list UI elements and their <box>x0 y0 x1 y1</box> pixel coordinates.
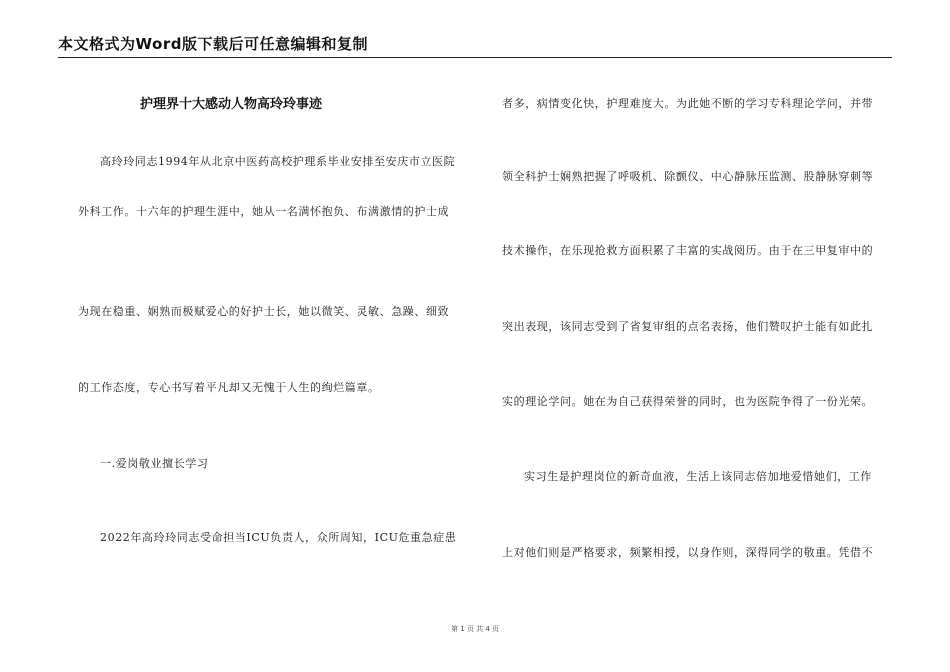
paragraph-line: 2022年高玲玲同志受命担当ICU负责人，众所周知，ICU危重急症患 <box>100 531 457 544</box>
paragraph-line: 技术操作，在乐现抢救方面积累了丰富的实战阅历。由于在三甲复审中的 <box>502 244 874 257</box>
paragraph-line: 上对他们则是严格要求，频繁相授，以身作则，深得同学的敬重。凭借不 <box>502 546 874 559</box>
document-banner: 本文格式为Word版下载后可任意编辑和复制 <box>58 35 368 53</box>
paragraph-line: 外科工作。十六年的护理生涯中，她从一名满怀抱负、布满激情的护士成 <box>78 205 450 218</box>
header-divider <box>58 57 892 58</box>
paragraph-line: 者多，病情变化快，护理难度大。为此她不断的学习专科理论学问，并带 <box>502 97 874 110</box>
page-number: 第 1 页 共 4 页 <box>450 625 500 633</box>
paragraph-line: 的工作态度，专心书写着平凡却又无愧于人生的绚烂篇章。 <box>78 381 380 394</box>
paragraph-line: 为现在稳重、娴熟而极赋爱心的好护士长，她以微笑、灵敏、急躁、细致 <box>78 305 450 318</box>
paragraph-line: 突出表现，该同志受到了省复审组的点名表扬，他们赞叹护士能有如此扎 <box>502 320 874 333</box>
section-heading: 一.爱岗敬业擅长学习 <box>100 457 209 470</box>
paragraph-line: 高玲玲同志1994年从北京中医药高校护理系毕业安排至安庆市立医院 <box>100 155 456 168</box>
paragraph-line: 实习生是护理岗位的新奇血液，生活上该同志倍加地爱惜她们，工作 <box>524 470 872 483</box>
paragraph-line: 实的理论学问。她在为自己获得荣誉的同时，也为医院争得了一份光荣。 <box>502 395 874 408</box>
document-title: 护理界十大感动人物高玲玲事迹 <box>140 97 323 112</box>
paragraph-line: 领全科护士娴熟把握了呼吸机、除颤仪、中心静脉压监测、股静脉穿刺等 <box>502 170 874 183</box>
